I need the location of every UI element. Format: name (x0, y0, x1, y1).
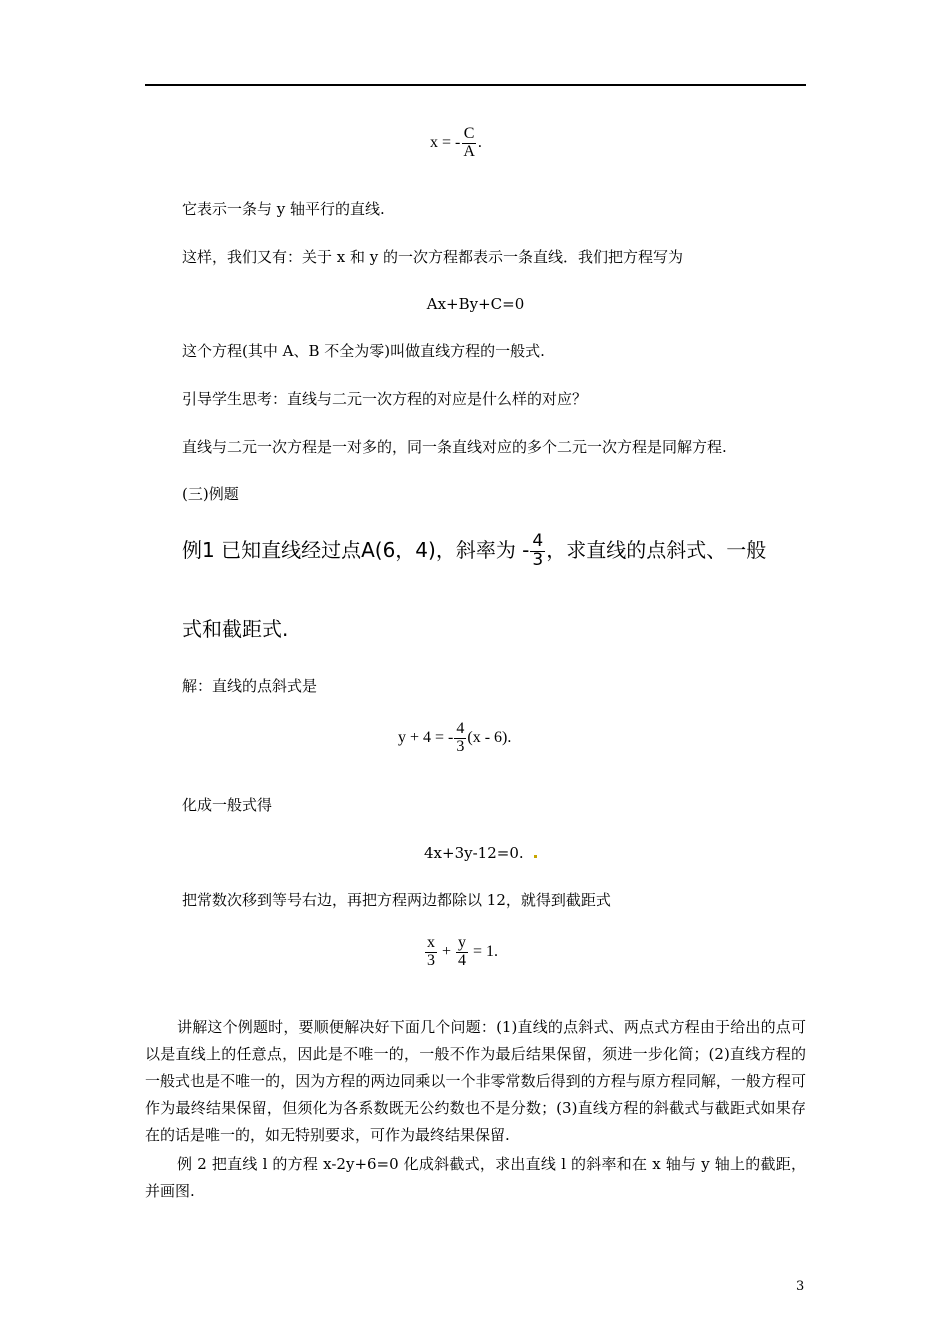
intercept-fraction-x (425, 935, 437, 970)
text-guide-question: 引导学生思考：直线与二元一次方程的对应是什么样的对应？ (182, 390, 588, 408)
eq1-tail: . (477, 133, 482, 151)
intercept-fraction-y (456, 935, 468, 970)
intercept-num-x: x (427, 934, 435, 951)
intercept-tail: = 1. (473, 942, 499, 960)
explanation-paragraph (145, 1014, 806, 1149)
example1-slope-fraction (530, 533, 545, 570)
eq1-denominator: A (463, 142, 475, 160)
equation-x-equals (430, 126, 482, 161)
point-slope-fraction (454, 721, 466, 756)
text-answer: 直线与二元一次方程是一对多的，同一条直线对应的多个二元一次方程是同解方程. (182, 438, 727, 456)
text-general-definition: 这个方程(其中 A、B 不全为零)叫做直线方程的一般式. (182, 342, 545, 360)
text-solution-intro: 解：直线的点斜式是 (182, 677, 318, 695)
equation-point-slope (398, 721, 511, 756)
point-slope-tail: (x - 6). (467, 728, 512, 746)
intercept-den-y: 4 (458, 951, 467, 969)
explanation-text: 讲解这个例题时，要顺便解决好下面几个问题：(1)直线的点斜式、两点式方程由于给出的点可以是直线上的任意点，因此是不唯一的，一般不作为最后结果保留，须进一步化简；(2)直线方程的一般式也是不唯一的，因为方程的两边同乘以一个非零常数后得到的方程与原方程同解，一般方程可作为最终结果保留，但须化为各系数既无公约数也不是分数；(3)直线方程的斜截式与截距式如果存在的话是唯一的，如无特别要求，可作为最终结果保留. (145, 1018, 806, 1144)
page-number: 3 (796, 1279, 805, 1294)
general-form-text: 4x+3y-12=0. (424, 844, 524, 862)
header-rule (145, 84, 806, 86)
example1-part2: ，求直线的点斜式、一般 (546, 537, 767, 562)
intercept-plus: + (442, 942, 452, 960)
eq1-lhs: x = - (430, 133, 461, 151)
text-parallel-line: 它表示一条与 y 轴平行的直线. (182, 200, 385, 218)
point-slope-denominator: 3 (456, 737, 465, 755)
example1-part1: 例1 已知直线经过点A(6，4)，斜率为 - (182, 537, 530, 562)
example1-numerator: 4 (532, 531, 544, 551)
equation-intercept (424, 935, 498, 970)
intercept-num-y: y (458, 934, 467, 951)
intercept-den-x: 3 (427, 951, 435, 969)
text-so-we-have: 这样，我们又有：关于 x 和 y 的一次方程都表示一条直线．我们把方程写为 (182, 248, 684, 266)
equation-general: Ax+By+C=0 (426, 295, 525, 313)
point-slope-numerator: 4 (456, 720, 465, 737)
stray-mark (534, 855, 537, 858)
eq1-numerator: C (463, 125, 475, 142)
heading-examples: (三)例题 (182, 485, 239, 503)
text-to-general-form: 化成一般式得 (182, 796, 273, 814)
example1-denominator: 3 (532, 549, 544, 570)
example1-line1 (182, 533, 766, 570)
eq1-fraction (461, 126, 477, 161)
text-move-constant: 把常数次移到等号右边，再把方程两边都除以 12，就得到截距式 (182, 891, 611, 909)
example1-line2: 式和截距式. (182, 617, 289, 641)
point-slope-lhs: y + 4 = - (398, 728, 454, 746)
example2-paragraph (145, 1151, 806, 1205)
equation-general-form (424, 843, 538, 863)
example2-text: 例 2 把直线 l 的方程 x-2y+6=0 化成斜截式，求出直线 l 的斜率和在 x 轴与 y 轴上的截距，并画图. (145, 1155, 806, 1200)
